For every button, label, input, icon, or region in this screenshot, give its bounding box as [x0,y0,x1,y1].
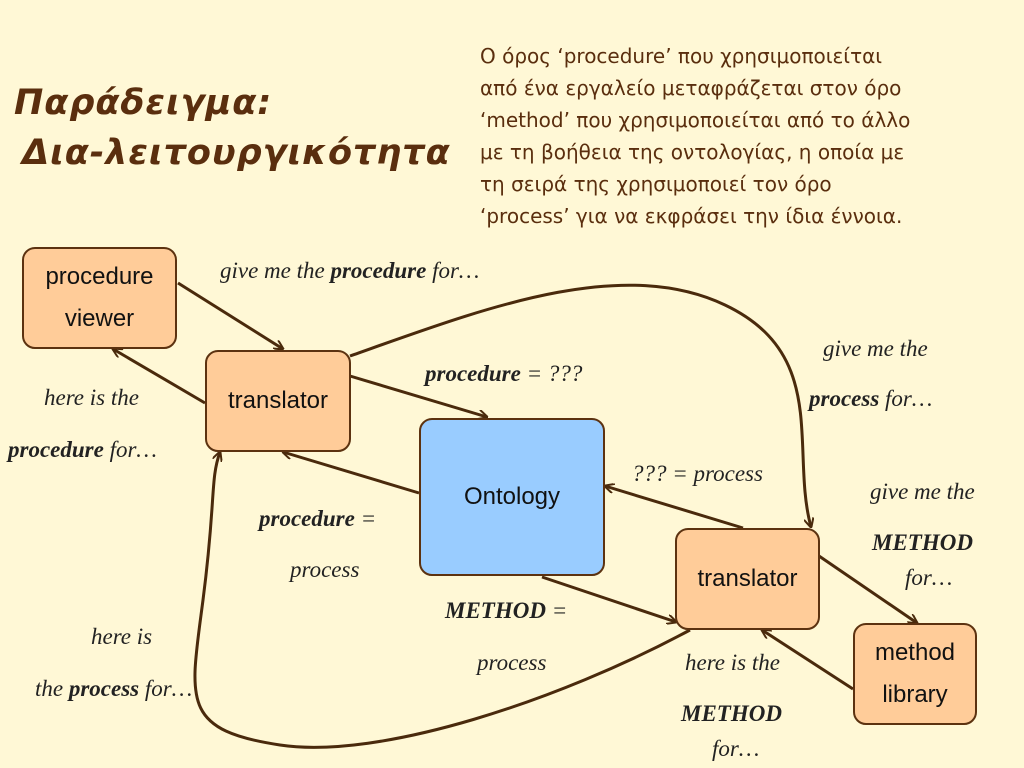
label-give-method-1: give me the [870,479,975,504]
description-line: ‘process’ για να εκφράσει την ίδια έννοια. [480,204,903,228]
node-label: Ontology [463,483,561,510]
node-label: library [882,681,948,708]
description-line: τη σειρά της χρησιμοποιεί τον όρο [480,172,832,196]
label-give-method-2: METHOD [872,530,973,555]
label-here-method-1: here is the [685,650,780,675]
node-label: viewer [64,305,135,332]
description-line: με τη βοήθεια της οντολογίας, η οποία με [480,140,905,164]
label-procedure-unknown: procedure = ??? [425,361,583,386]
label-give-method-3: for… [905,565,953,590]
label-here-procedure-2: procedure for… [8,437,157,462]
description-line: από ένα εργαλείο μεταφράζεται στον όρο [480,76,902,100]
node-label: translator [697,565,798,592]
label-here-process-1: here is [91,624,153,649]
node-label: translator [227,387,329,414]
label-give-procedure: give me the procedure for… [220,258,480,283]
label-here-procedure-1: here is the [44,385,139,410]
label-give-process-2: process for… [809,386,933,411]
procedure-viewer-node [22,247,177,349]
translator-left-node [205,350,351,452]
translator-right-node [675,528,820,630]
ontology-node [419,418,605,576]
label-procedure-eq-1: procedure = [259,506,377,531]
description-line: ‘method’ που χρησιμοποιείται από το άλλο [480,108,911,132]
label-here-process-2: the process for… [35,676,193,701]
label-unknown-process: ??? = process [632,461,763,486]
label-method-eq-2: process [477,650,547,675]
label-procedure-eq-2: process [290,557,360,582]
label-give-process-1: give me the [823,336,928,361]
title-line-1: Παράδειγμα: [14,83,273,123]
description-line: Ο όρος ‘procedure’ που χρησιμοποιείται [480,44,883,68]
label-method-eq-1: METHOD = [445,598,568,623]
node-label: method [874,639,956,666]
title-line-2: Δια-λειτουργικότητα [22,133,451,173]
arrow-translator-to-library [819,556,917,623]
arrow-viewer-to-translator [178,283,283,349]
method-library-node [853,623,977,725]
label-here-method-2: METHOD [681,701,782,726]
node-label: procedure [45,263,154,290]
label-here-method-3: for… [712,736,760,761]
arrow-ontology-to-translator [283,452,419,493]
arrow-translator-to-ontology-right [605,486,743,528]
